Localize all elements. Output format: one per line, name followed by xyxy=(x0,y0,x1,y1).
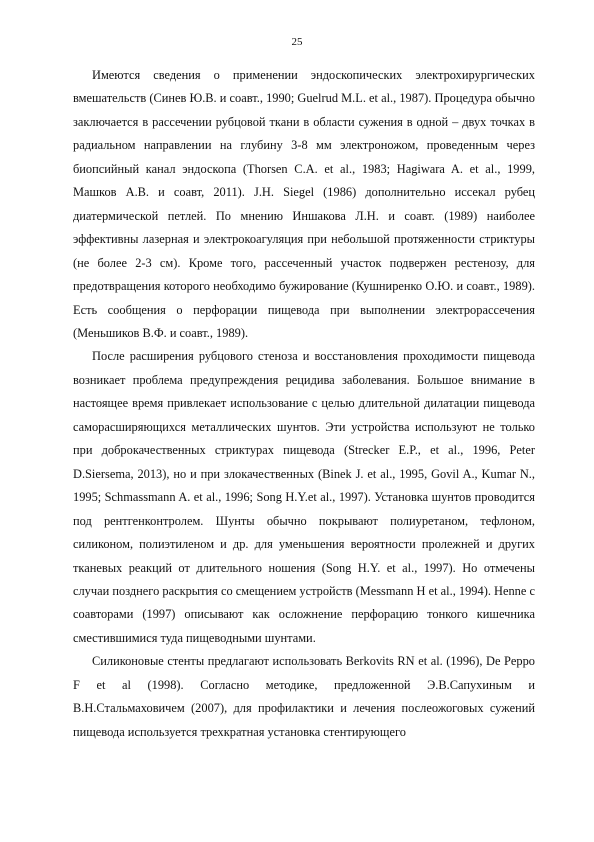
paragraph-esophageal-stents: После расширения рубцового стеноза и восстановления проходимости пищевода возникает проблема предупреждения рецидива заболевания. Большое внимание в настоящее время привлекает использование с целью длительной дилатации пищевода саморасширяющихся металлических шунтов. Эти устройства используют не только при доброкачественных стриктурах пищевода (Strecker E.P., et al., 1996, Peter D.Siersema, 2013), но и при злокачественных (Binek J. et al., 1995, Govil A., Kumar N., 1995; Schmassmann A. et al., 1996; Song H.Y.et al., 1997). Установка шунтов проводится под рентгенконтролем. Шунты обычно покрывают полиуретаном, тефлоном, силиконом, полиэтиленом и др. для уменьшения вероятности пролежней и других тканевых реакций от длительного ношения (Song H.Y. et al., 1997). Но отмечены случаи позднего раскрытия со смещением устройств (Messmann H et al., 1994). Henne с соавторами (1997) описывают как осложнение перфорацию тонкого кишечника сместившимися туда пищеводными шунтами. xyxy=(73,349,535,645)
paragraph-silicone-stents: Силиконовые стенты предлагают использовать Berkovits RN et al. (1996), De Peppo F et al (1998). Согласно методике, предложенной Э.В.Сапухиным и В.Н.Стальмаховичем (2007), для профилактики и лечения послеожоговых сужений пищевода используется трехкратная установка стентирующего xyxy=(73,654,535,739)
paragraph-endoscopic-electrosurgery: Имеются сведения о применении эндоскопических электрохирургических вмешательств (Синев Ю.В. и соавт., 1990; Guelrud M.L. et al., 1987). Процедура обычно заключается в рассечении рубцовой ткани в области сужения в одной – двух точках в радиальном направлении на глубину 3-8 мм электроножом, проведенным через биопсийный канал эндоскопа (Thorsen C.A. et al., 1983; Hagiwara A. et al., 1999, Машков А.В. и соавт, 2011). J.H. Siegel (1986) дополнительно иссекал рубец диатермической петлей. По мнению Иншакова Л.Н. и соавт. (1989) наиболее эффективны лазерная и электрокоагуляция при небольшой протяженности стриктуры (не более 2-3 см). Кроме того, рассеченный участок подвержен рестенозу, для предотвращения которого необходимо бужирование (Кушниренко О.Ю. и соавт., 1989). Есть сообщения о перфорации пищевода при выполнении электрорассечения (Меньшиков В.Ф. и соавт., 1989). xyxy=(73,68,535,340)
page-number: 25 xyxy=(291,36,303,48)
document-body xyxy=(73,64,535,744)
